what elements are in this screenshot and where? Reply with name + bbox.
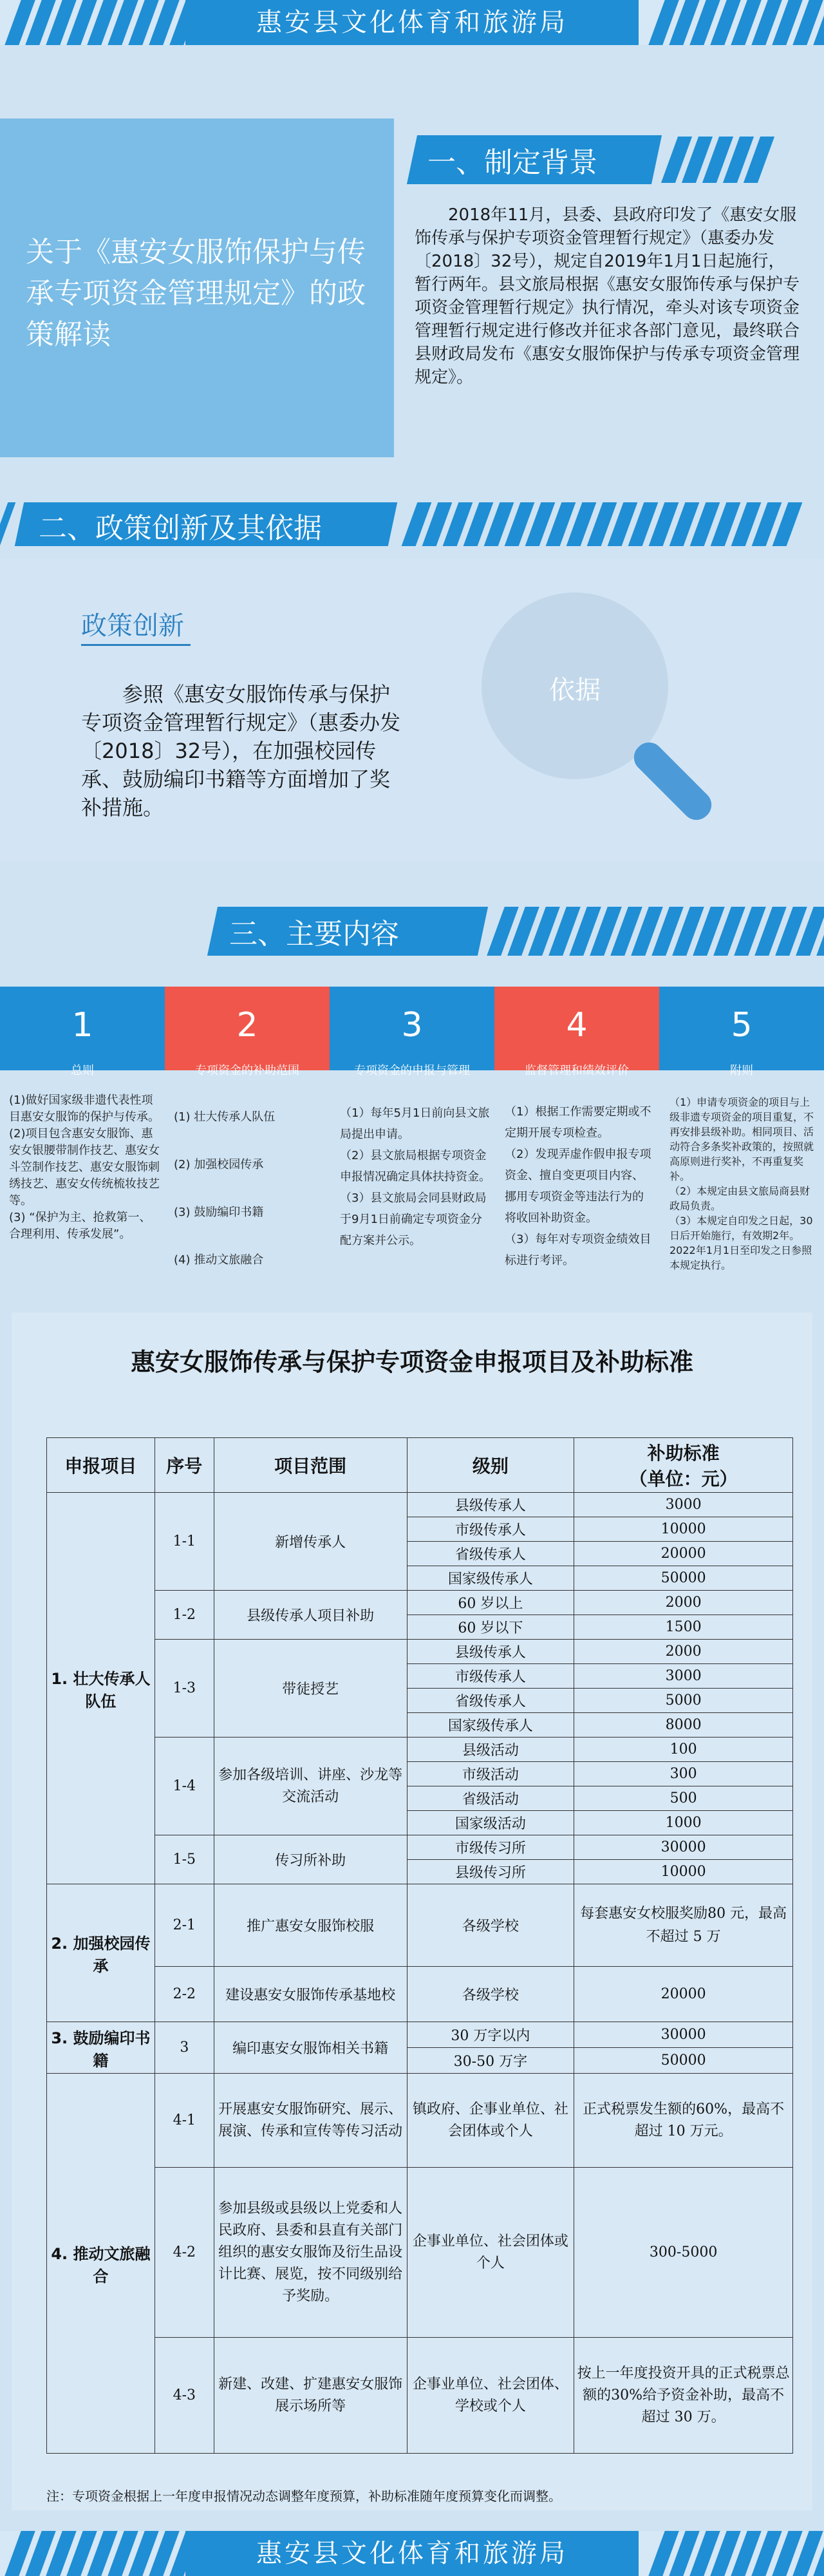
no-cell: 1-1 <box>154 1493 214 1591</box>
section1-stripes <box>670 137 766 183</box>
amount-cell: 300-5000 <box>574 2168 793 2338</box>
amount-cell: 50000 <box>574 1566 793 1591</box>
scope-cell: 开展惠安女服饰研究、展示、展演、传承和宣传等传习活动 <box>214 2074 407 2168</box>
table-header-row <box>47 1438 793 1493</box>
section2-paragraph: 参照《惠安女服饰传承与保护专项资金管理暂行规定》（惠委办发〔2018〕32号），在加强校园传承、鼓励编印书籍等方面增加了奖补措施。 <box>81 682 401 820</box>
no-cell: 1-2 <box>154 1591 214 1640</box>
amount-cell: 50000 <box>574 2048 793 2074</box>
no-cell: 3 <box>154 2022 214 2074</box>
level-cell: 县级传承人 <box>407 1640 574 1664</box>
no-cell: 4-1 <box>154 2074 214 2168</box>
amount-cell: 20000 <box>574 1542 793 1566</box>
level-cell: 县级传习所 <box>407 1860 574 1884</box>
group-cell: 1. 壮大传承人队伍 <box>47 1493 155 1884</box>
amount-cell: 300 <box>574 1762 793 1786</box>
table-row <box>47 2338 793 2454</box>
innovation-underline <box>81 644 191 646</box>
table-row <box>47 2168 793 2338</box>
card-4-head <box>494 987 659 1077</box>
scope-cell: 推广惠安女服饰校服 <box>214 1884 407 1967</box>
table-row <box>47 1738 793 1762</box>
col-header: 补助标准 （单位：元） <box>574 1438 793 1493</box>
table-row <box>47 1967 793 2022</box>
table-title: 惠安女服饰传承与保护专项资金申报项目及补助标准 <box>130 1347 693 1376</box>
scope-cell: 县级传承人项目补助 <box>214 1591 407 1640</box>
amount-cell: 500 <box>574 1786 793 1811</box>
table-row <box>47 1640 793 1664</box>
table-row <box>47 2022 793 2048</box>
section3-stripes <box>496 907 824 956</box>
level-cell: 市级传承人 <box>407 1517 574 1542</box>
no-cell: 4-2 <box>154 2168 214 2338</box>
card-4-body: （1）根据工作需要定期或不定期开展专项检查。 （2）发现弄虚作假申报专项资金、擅自变更项目内容、挪用专项资金等违法行为的将收回补助资金。 （3）每年对专项资金绩效目标进行考评。 <box>505 1105 651 1267</box>
header-bar <box>0 0 824 45</box>
card-4-label: 监督管理和绩效评价 <box>525 1064 629 1077</box>
no-cell: 2-1 <box>154 1884 214 1967</box>
scope-cell: 新增传承人 <box>214 1493 407 1591</box>
level-cell: 各级学校 <box>407 1884 574 1967</box>
amount-cell: 2000 <box>574 1591 793 1615</box>
header-stripes-left <box>13 0 192 45</box>
card-3-number: 3 <box>401 1006 423 1045</box>
level-cell: 60 岁以上 <box>407 1591 574 1615</box>
footer-stripes-right <box>657 2531 824 2576</box>
card-1-label: 总则 <box>71 1064 94 1077</box>
amount-cell: 8000 <box>574 1713 793 1738</box>
section2-stripes-left <box>0 502 8 546</box>
card-1-number: 1 <box>71 1006 93 1045</box>
table-row <box>47 1493 793 1517</box>
level-cell: 企事业单位、社会团体或个人 <box>407 2168 574 2338</box>
col-header: 申报项目 <box>47 1438 155 1493</box>
policy-doc-title: 关于《惠安女服饰保护与传承专项资金管理规定》的政策解读 <box>26 236 366 351</box>
amount-cell: 正式税票发生额的60%，最高不超过 10 万元。 <box>574 2074 793 2168</box>
card-3-head <box>330 987 494 1077</box>
amount-cell: 2000 <box>574 1640 793 1664</box>
card-5-head <box>659 987 824 1077</box>
amount-cell: 3000 <box>574 1664 793 1689</box>
amount-cell: 1500 <box>574 1615 793 1640</box>
level-cell: 60 岁以下 <box>407 1615 574 1640</box>
header-title: 惠安县文化体育和旅游局 <box>185 0 639 45</box>
level-cell: 国家级活动 <box>407 1811 574 1835</box>
level-cell: 国家级传承人 <box>407 1566 574 1591</box>
scope-cell: 传习所补助 <box>214 1835 407 1884</box>
card-1-body: (1)做好国家级非遗代表性项目惠安女服饰的保护与传承。 (2)项目包含惠安女服饰、惠安女银腰带制作技艺、惠安女斗笠制作技艺、惠安女服饰刺绣技艺、惠安女传统梳妆技艺等。 (3) “保护为主、抢救第一、合理利用、传承发展”。 <box>9 1094 160 1241</box>
amount-cell: 按上一年度投资开具的正式税票总额的30%给予资金补助，最高不超过 30 万。 <box>574 2338 793 2454</box>
table-row <box>47 2074 793 2168</box>
amount-cell: 30000 <box>574 1835 793 1860</box>
level-cell: 市级传承人 <box>407 1664 574 1689</box>
group-cell: 2. 加强校园传承 <box>47 1884 155 2022</box>
level-cell: 省级活动 <box>407 1786 574 1811</box>
scope-cell: 新建、改建、扩建惠安女服饰展示场所等 <box>214 2338 407 2454</box>
group-cell: 4. 推动文旅融合 <box>47 2074 155 2454</box>
level-cell: 各级学校 <box>407 1967 574 2022</box>
amount-cell: 100 <box>574 1738 793 1762</box>
level-cell: 省级传承人 <box>407 1542 574 1566</box>
card-2-number: 2 <box>236 1006 258 1045</box>
header-stripes-right <box>657 0 824 45</box>
policy-innovation-label: 政策创新 <box>81 611 184 641</box>
level-cell: 企事业单位、社会团体、学校或个人 <box>407 2338 574 2454</box>
amount-cell: 1000 <box>574 1811 793 1835</box>
col-header: 项目范围 <box>214 1438 407 1493</box>
card-2-label: 专项资金的补助范围 <box>195 1064 299 1077</box>
amount-cell: 10000 <box>574 1517 793 1542</box>
table-note: 注：专项资金根据上一年度申报情况动态调整年度预算，补助标准随年度预算变化而调整。 <box>46 2488 561 2504</box>
card-5-label: 附则 <box>730 1064 753 1077</box>
no-cell: 1-4 <box>154 1738 214 1835</box>
level-cell: 国家级传承人 <box>407 1713 574 1738</box>
section1-paragraph: 2018年11月，县委、县政府印发了《惠安女服饰传承与保护专项资金管理暂行规定》（惠委办发〔2018〕32号），规定自2019年1月1日起施行，暂行两年。县文旅局根据《惠安女服饰传承与保护专项资金管理暂行规定》执行情况，牵头对该专项资金管理暂行规定进行修改并征求各部门意见，最终联合县财政局发布《惠安女服饰保护与传承专项资金管理规定》。 <box>415 205 800 387</box>
footer-title: 惠安县文化体育和旅游局 <box>185 2531 639 2576</box>
level-cell: 30 万字以内 <box>407 2022 574 2048</box>
section1-body <box>415 204 801 389</box>
scope-cell: 编印惠安女服饰相关书籍 <box>214 2022 407 2074</box>
level-cell: 镇政府、企事业单位、社会团体或个人 <box>407 2074 574 2168</box>
card-2-head <box>165 987 330 1077</box>
section3-heading: 三、主要内容 <box>229 918 399 951</box>
amount-cell: 5000 <box>574 1689 793 1713</box>
basis-label: 依据 <box>549 676 601 705</box>
card-4-number: 4 <box>566 1006 588 1045</box>
subsidy-table <box>46 1437 793 2454</box>
group-cell: 3. 鼓励编印书籍 <box>47 2022 155 2074</box>
no-cell: 1-3 <box>154 1640 214 1738</box>
level-cell: 县级活动 <box>407 1738 574 1762</box>
no-cell: 4-3 <box>154 2338 214 2454</box>
card-3-body: （1）每年5月1日前向县文旅局提出申请。 （2）县文旅局根据专项资金申报情况确定具体扶持资金。 （3）县文旅局会同县财政局于9月1日前确定专项资金分配方案并公示。 <box>340 1106 491 1247</box>
scope-cell: 参加各级培训、讲座、沙龙等交流活动 <box>214 1738 407 1835</box>
table-row <box>47 1884 793 1967</box>
scope-cell: 建设惠安女服饰传承基地校 <box>214 1967 407 2022</box>
amount-cell: 20000 <box>574 1967 793 2022</box>
footer-bar <box>0 2531 824 2576</box>
section2-heading: 二、政策创新及其依据 <box>39 512 322 545</box>
level-cell: 市级活动 <box>407 1762 574 1786</box>
no-cell: 2-2 <box>154 1967 214 2022</box>
section1-heading: 一、制定背景 <box>427 146 597 179</box>
amount-cell: 每套惠安女校服奖励80 元，最高不超过 5 万 <box>574 1884 793 1967</box>
card-5-body: （1）申请专项资金的项目与上级非遗专项资金的项目重复，不再安排县级补助。相同项目、活动符合多条奖补政策的，按照就高原则进行奖补，不再重复奖补。 （2）本规定由县文旅局商县财政局负责。 （3）本规定自印发之日起，30日后开始施行，有效期2年。2022年1月1日至印发之日参照本规定执行。 <box>670 1096 814 1271</box>
section2-stripes-right <box>409 502 794 546</box>
card-5-number: 5 <box>731 1006 753 1045</box>
level-cell: 省级传承人 <box>407 1689 574 1713</box>
section2-body <box>81 680 409 822</box>
level-cell: 30-50 万字 <box>407 2048 574 2074</box>
amount-cell: 3000 <box>574 1493 793 1517</box>
no-cell: 1-5 <box>154 1835 214 1884</box>
amount-cell: 30000 <box>574 2022 793 2048</box>
scope-cell: 参加县级或县级以上党委和人民政府、县委和县直有关部门组织的惠安女服饰及衍生品设计比赛、展览，按不同级别给予奖励。 <box>214 2168 407 2338</box>
table-row <box>47 1835 793 1860</box>
table-row <box>47 1591 793 1615</box>
amount-cell: 10000 <box>574 1860 793 1884</box>
col-header: 序号 <box>154 1438 214 1493</box>
level-cell: 市级传习所 <box>407 1835 574 1860</box>
scope-cell: 带徒授艺 <box>214 1640 407 1738</box>
level-cell: 县级传承人 <box>407 1493 574 1517</box>
card-2-body: (1) 壮大传承人队伍 (2) 加强校园传承 (3) 鼓励编印书籍 (4) 推动文旅融合 <box>174 1110 276 1267</box>
col-header: 级别 <box>407 1438 574 1493</box>
card-1-head <box>0 987 165 1077</box>
card-3-label: 专项资金的申报与管理 <box>354 1064 470 1077</box>
footer-stripes-left <box>13 2531 192 2576</box>
